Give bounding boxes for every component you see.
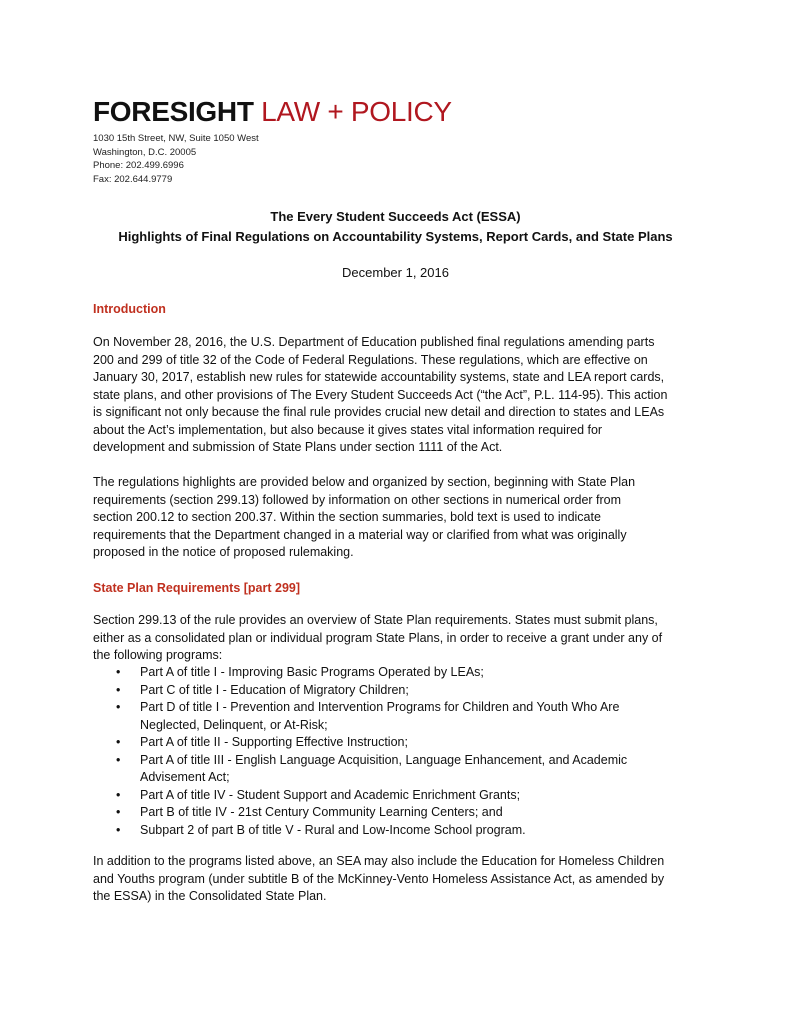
paragraph-line: requirements that the Department changed in a material way or clarified from what was originally [93, 527, 627, 542]
address-phone: Phone: 202.499.6996 [93, 160, 184, 171]
paragraph-line: about the Act’s implementation, but also because it gives states vital information required for [93, 422, 603, 437]
paragraph-line: On November 28, 2016, the U.S. Department of Education published final regulations amending parts [93, 335, 655, 349]
program-list-item-text: Part A of title II - Supporting Effective Instruction; [140, 735, 408, 749]
program-list-item [93, 734, 703, 752]
paragraph-state-plan-1 [93, 612, 703, 665]
paragraph-intro-2 [93, 474, 703, 562]
paragraph-line: is significant not only because the final rule provides crucial new detail and direction to states and LEAs [93, 405, 665, 419]
paragraph-line: proposed in the notice of proposed rulemaking. [93, 545, 354, 559]
address-street: 1030 15th Street, NW, Suite 1050 West [93, 133, 259, 144]
firm-address-block [93, 132, 259, 186]
document-date: December 1, 2016 [342, 265, 449, 280]
program-list-item-text: Neglected, Delinquent, or At-Risk; [140, 717, 328, 732]
program-list-item-text: Advisement Act; [140, 770, 230, 784]
program-list-item-text: Part A of title IV - Student Support and Academic Enrichment Grants; [140, 787, 521, 802]
program-list-item [93, 752, 703, 787]
program-list-item-text: Subpart 2 of part B of title V - Rural and Low-Income School program. [140, 822, 526, 837]
bullet-icon: • [116, 752, 121, 767]
paragraph-line: section 200.12 to section 200.37. Within the section summaries, bold text is used to indicate [93, 510, 601, 524]
bullet-icon: • [116, 682, 121, 697]
program-bullet-list [93, 664, 703, 839]
address-city: Washington, D.C. 20005 [93, 146, 197, 158]
bullet-icon: • [116, 787, 121, 802]
bullet-icon: • [116, 805, 121, 819]
bullet-icon: • [116, 700, 121, 714]
paragraph-line: January 30, 2017, establish new rules for statewide accountability systems, state and LEA report cards, [93, 370, 665, 384]
bullet-icon: • [116, 735, 121, 749]
firm-logo [93, 95, 452, 129]
program-list-item [93, 699, 703, 734]
paragraph-line: In addition to the programs listed above, an SEA may also include the Education for Homeless Children [93, 854, 665, 868]
paragraph-line: 200 and 299 of title 32 of the Code of Federal Regulations. These regulations, which are effective on [93, 352, 648, 367]
logo-red-text: LAW + POLICY [261, 96, 452, 127]
paragraph-line: and Youths program (under subtitle B of the McKinney-Vento Homeless Assistance Act, as amended by [93, 871, 665, 886]
paragraph-line: Section 299.13 of the rule provides an overview of State Plan requirements. States must submit plans, [93, 613, 658, 627]
paragraph-line: The regulations highlights are provided below and organized by section, beginning with State Plan [93, 475, 636, 489]
program-list-item [93, 664, 703, 682]
bullet-icon: • [116, 665, 121, 679]
address-fax: Fax: 202.644.9779 [93, 173, 173, 185]
document-subtitle: Highlights of Final Regulations on Accountability Systems, Report Cards, and State Plans [118, 229, 673, 244]
document-title: The Every Student Succeeds Act (ESSA) [270, 209, 521, 224]
paragraph-line: development and submission of State Plans under section 1111 of the Act. [93, 440, 503, 454]
program-list-item-text: Part C of title I - Education of Migratory Children; [140, 682, 409, 697]
program-list-item [93, 787, 703, 805]
paragraph-line: state plans, and other provisions of The Every Student Succeeds Act (“the Act”, P.L. 114-95). This action [93, 387, 668, 402]
paragraph-line: either as a consolidated plan or individual program State Plans, in order to receive a grant under any of [93, 630, 663, 645]
program-list-item-text: Part B of title IV - 21st Century Community Learning Centers; and [140, 805, 503, 819]
bullet-icon: • [116, 822, 121, 837]
paragraph-line: the following programs: [93, 648, 223, 662]
program-list-item [93, 804, 703, 822]
program-list-item-text: Part D of title I - Prevention and Intervention Programs for Children and Youth Who Are [140, 700, 620, 714]
paragraph-line: requirements (section 299.13) followed by information on other sections in numerical order from [93, 492, 622, 507]
section-heading-state-plan: State Plan Requirements [part 299] [93, 581, 301, 595]
program-list-item-text: Part A of title I - Improving Basic Programs Operated by LEAs; [140, 665, 484, 679]
program-list-item [93, 682, 703, 700]
paragraph-state-plan-2 [93, 853, 703, 906]
logo-bold-text: FORESIGHT [93, 96, 254, 127]
paragraph-intro-1 [93, 334, 703, 457]
program-list-item [93, 822, 703, 840]
paragraph-line: the ESSA) in the Consolidated State Plan. [93, 889, 327, 903]
section-heading-introduction: Introduction [93, 302, 166, 316]
program-list-item-text: Part A of title III - English Language Acquisition, Language Enhancement, and Academic [140, 752, 628, 767]
